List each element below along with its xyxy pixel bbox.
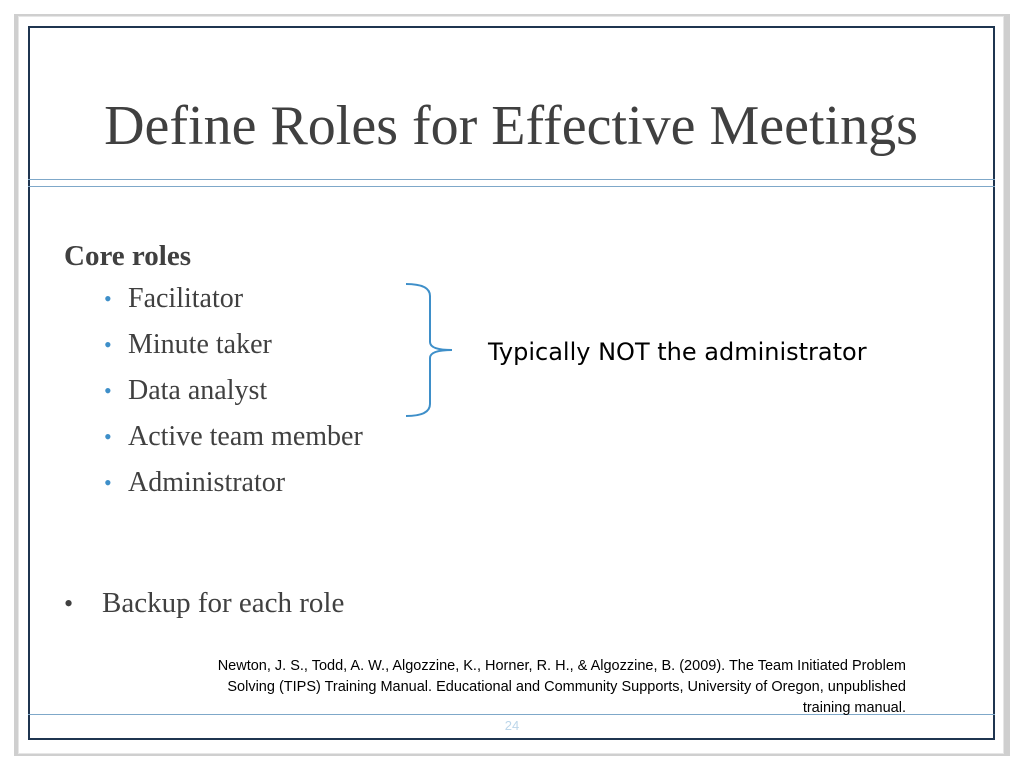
role-item-administrator xyxy=(104,460,484,506)
right-brace-icon xyxy=(404,282,460,422)
backup-label: Backup for each role xyxy=(102,587,345,619)
role-label: Active team member xyxy=(128,421,363,452)
role-label: Minute taker xyxy=(128,329,272,360)
slide-title: Define Roles for Effective Meetings xyxy=(104,95,918,157)
backup-bullet xyxy=(64,582,344,625)
page-number: 24 xyxy=(504,718,520,733)
citation-line: Solving (TIPS) Training Manual. Educational and Community Supports, University of Oregon, unpublished xyxy=(227,679,906,695)
core-roles-heading: Core roles xyxy=(64,240,191,272)
role-label: Administrator xyxy=(128,467,286,498)
bullet-icon: • xyxy=(104,424,112,449)
bullet-icon: • xyxy=(104,378,112,403)
role-label: Facilitator xyxy=(128,283,244,314)
bullet-icon: • xyxy=(104,332,112,357)
bullet-icon: • xyxy=(64,589,74,618)
title-divider-top xyxy=(28,179,995,180)
title-divider-bottom xyxy=(28,186,995,187)
citation xyxy=(80,656,906,719)
bullet-icon: • xyxy=(104,470,112,495)
citation-line: training manual. xyxy=(802,700,906,716)
callout-text: Typically NOT the administrator xyxy=(488,338,867,366)
bullet-icon: • xyxy=(104,286,112,311)
role-label: Data analyst xyxy=(128,375,268,406)
citation-line: Newton, J. S., Todd, A. W., Algozzine, K., Horner, R. H., & Algozzine, B. (2009). The Team Initiated Problem xyxy=(217,658,906,674)
